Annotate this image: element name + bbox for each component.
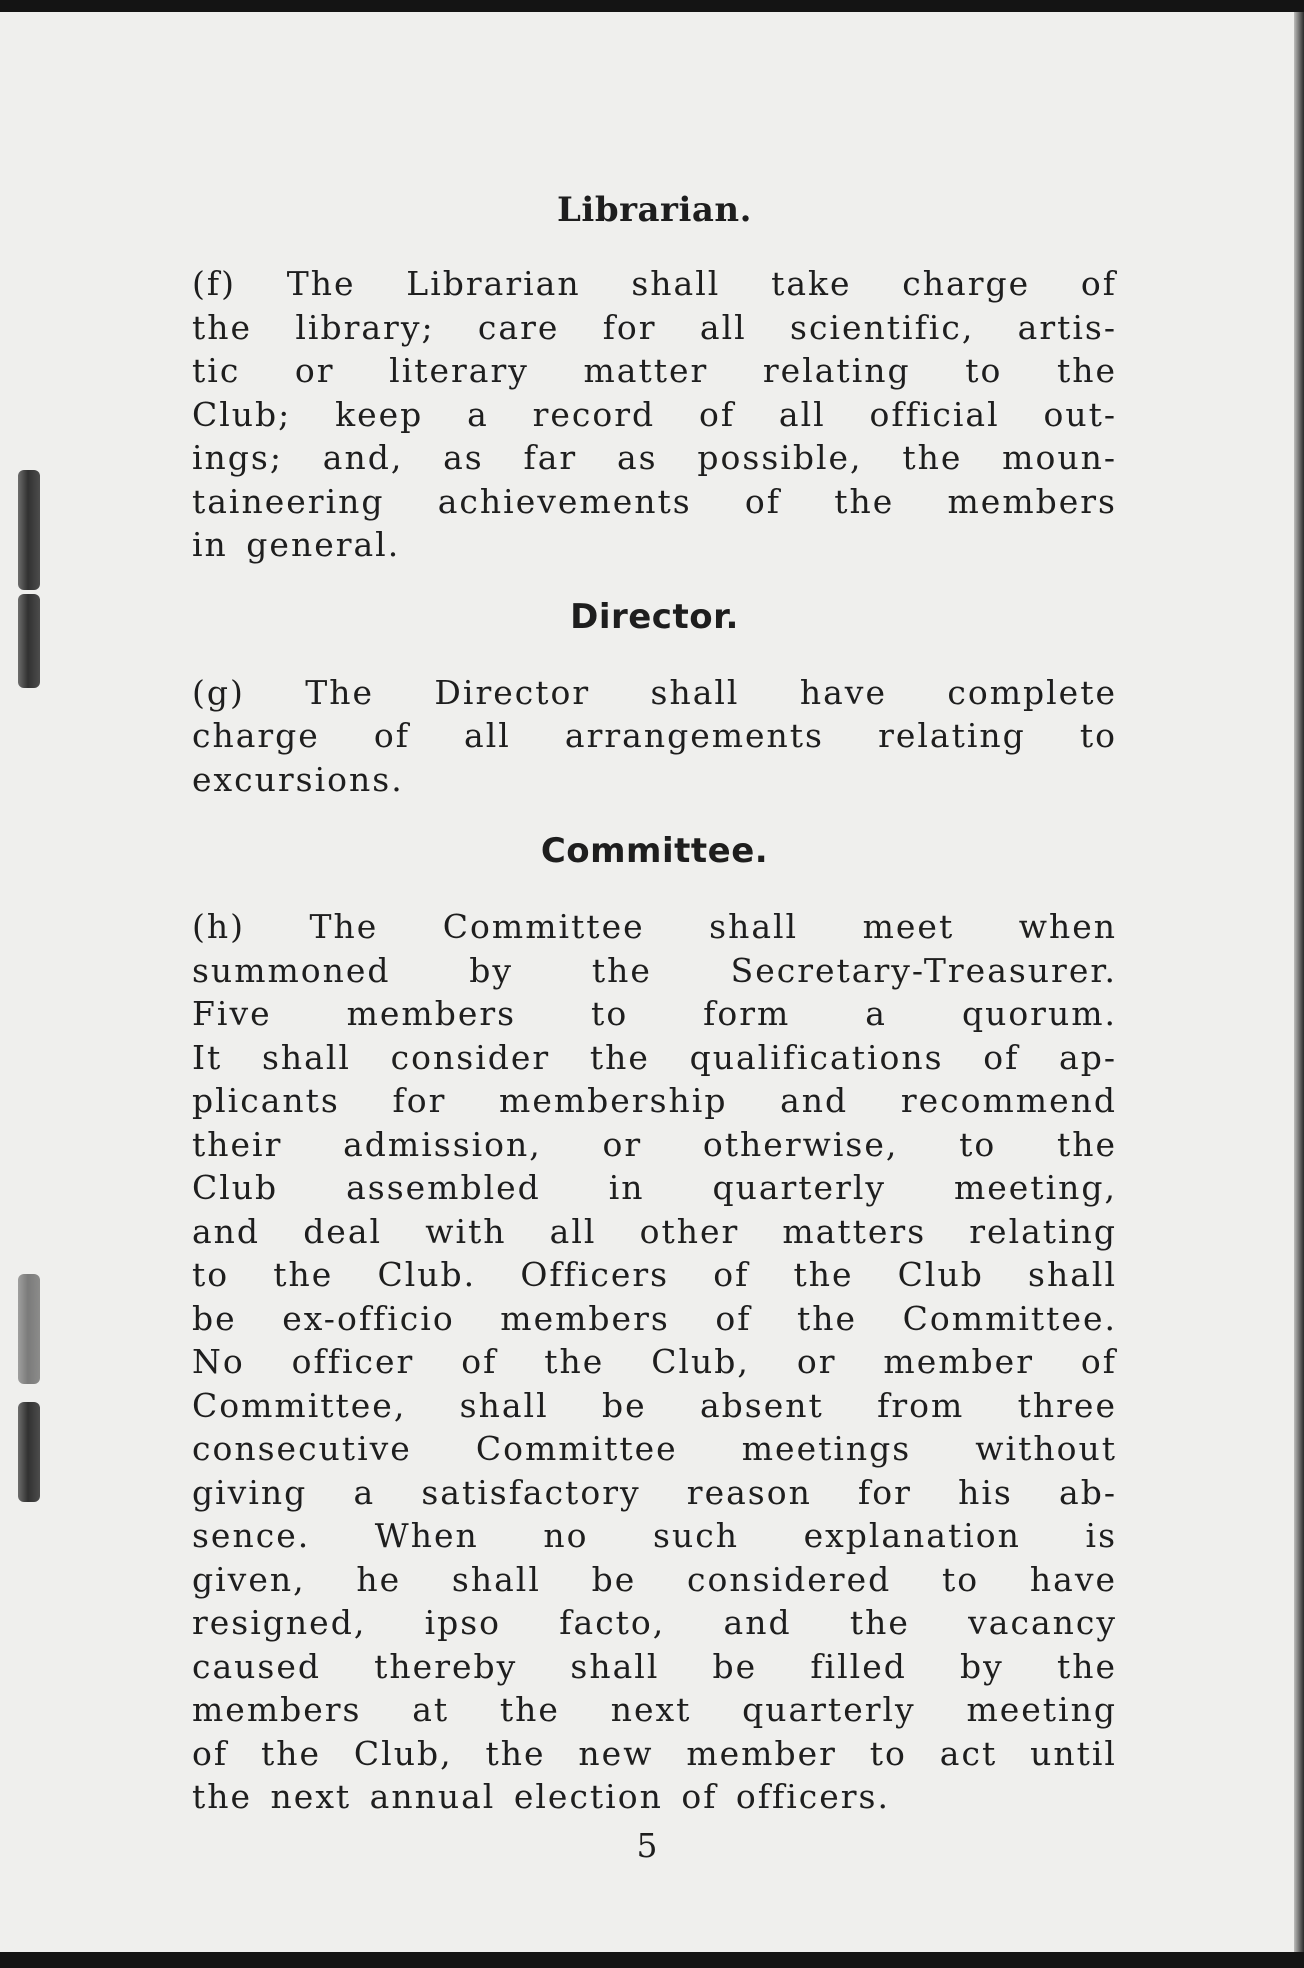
text-line: ings; and, as far as possible, the moun- — [192, 438, 1117, 477]
text-line: be ex-officio members of the Committee. — [192, 1298, 1117, 1338]
text-line: and deal with all other matters relating — [192, 1211, 1117, 1251]
binding-staple-mark — [18, 1402, 40, 1502]
page-edge-shadow — [1294, 12, 1304, 1952]
section-heading-librarian: Librarian. — [557, 190, 752, 230]
text-line: Club; keep a record of all official out- — [192, 394, 1117, 434]
text-line: their admission, or otherwise, to the — [192, 1124, 1117, 1164]
text-line: to the Club. Officers of the Club shall — [192, 1255, 1117, 1294]
paragraph-librarian — [192, 262, 1117, 567]
text-line: the next annual election of officers. — [192, 1777, 890, 1816]
text-line: excursions. — [192, 759, 404, 799]
text-line: sence. When no such explanation is — [192, 1516, 1117, 1555]
text-line: of the Club, the new member to act until — [192, 1733, 1117, 1773]
text-line: (f) The Librarian shall take charge of — [192, 264, 1117, 303]
text-line: tic or literary matter relating to the — [192, 351, 1117, 390]
page-body — [192, 190, 1117, 1819]
text-line: charge of all arrangements relating to — [192, 716, 1117, 755]
text-line: No officer of the Club, or member of — [192, 1342, 1117, 1381]
text-line: summoned by the Secretary-Treasurer. — [192, 950, 1117, 990]
text-line: members at the next quarterly meeting — [192, 1690, 1117, 1729]
text-line: giving a satisfactory reason for his ab- — [192, 1472, 1117, 1512]
text-line: Club assembled in quarterly meeting, — [192, 1168, 1117, 1207]
text-line: Committee, shall be absent from three — [192, 1385, 1117, 1425]
section-heading-committee: Committee. — [540, 831, 769, 871]
binding-staple-mark — [18, 1274, 40, 1384]
book-page — [0, 12, 1294, 1952]
text-line: resigned, ipso facto, and the vacancy — [192, 1603, 1117, 1642]
text-line: given, he shall be considered to have — [192, 1559, 1117, 1599]
text-line: caused thereby shall be filled by the — [192, 1646, 1117, 1686]
text-line: It shall consider the qualifications of ap- — [192, 1037, 1117, 1077]
section-heading-director: Director. — [570, 596, 739, 637]
text-line: (h) The Committee shall meet when — [192, 907, 1117, 946]
text-line: (g) The Director shall have complete — [192, 672, 1117, 712]
text-line: Five members to form a quorum. — [192, 994, 1117, 1033]
binding-staple-mark — [18, 470, 40, 590]
text-line: plicants for membership and recommend — [192, 1081, 1117, 1120]
text-line: taineering achievements of the members — [192, 481, 1117, 521]
paragraph-director — [192, 671, 1117, 802]
text-line: in general. — [192, 525, 401, 564]
binding-staple-mark — [18, 594, 40, 688]
page-number: 5 — [636, 1826, 658, 1865]
paragraph-committee — [192, 905, 1117, 1819]
text-line: consecutive Committee meetings without — [192, 1429, 1117, 1468]
text-line: the library; care for all scientific, artis- — [192, 307, 1117, 347]
